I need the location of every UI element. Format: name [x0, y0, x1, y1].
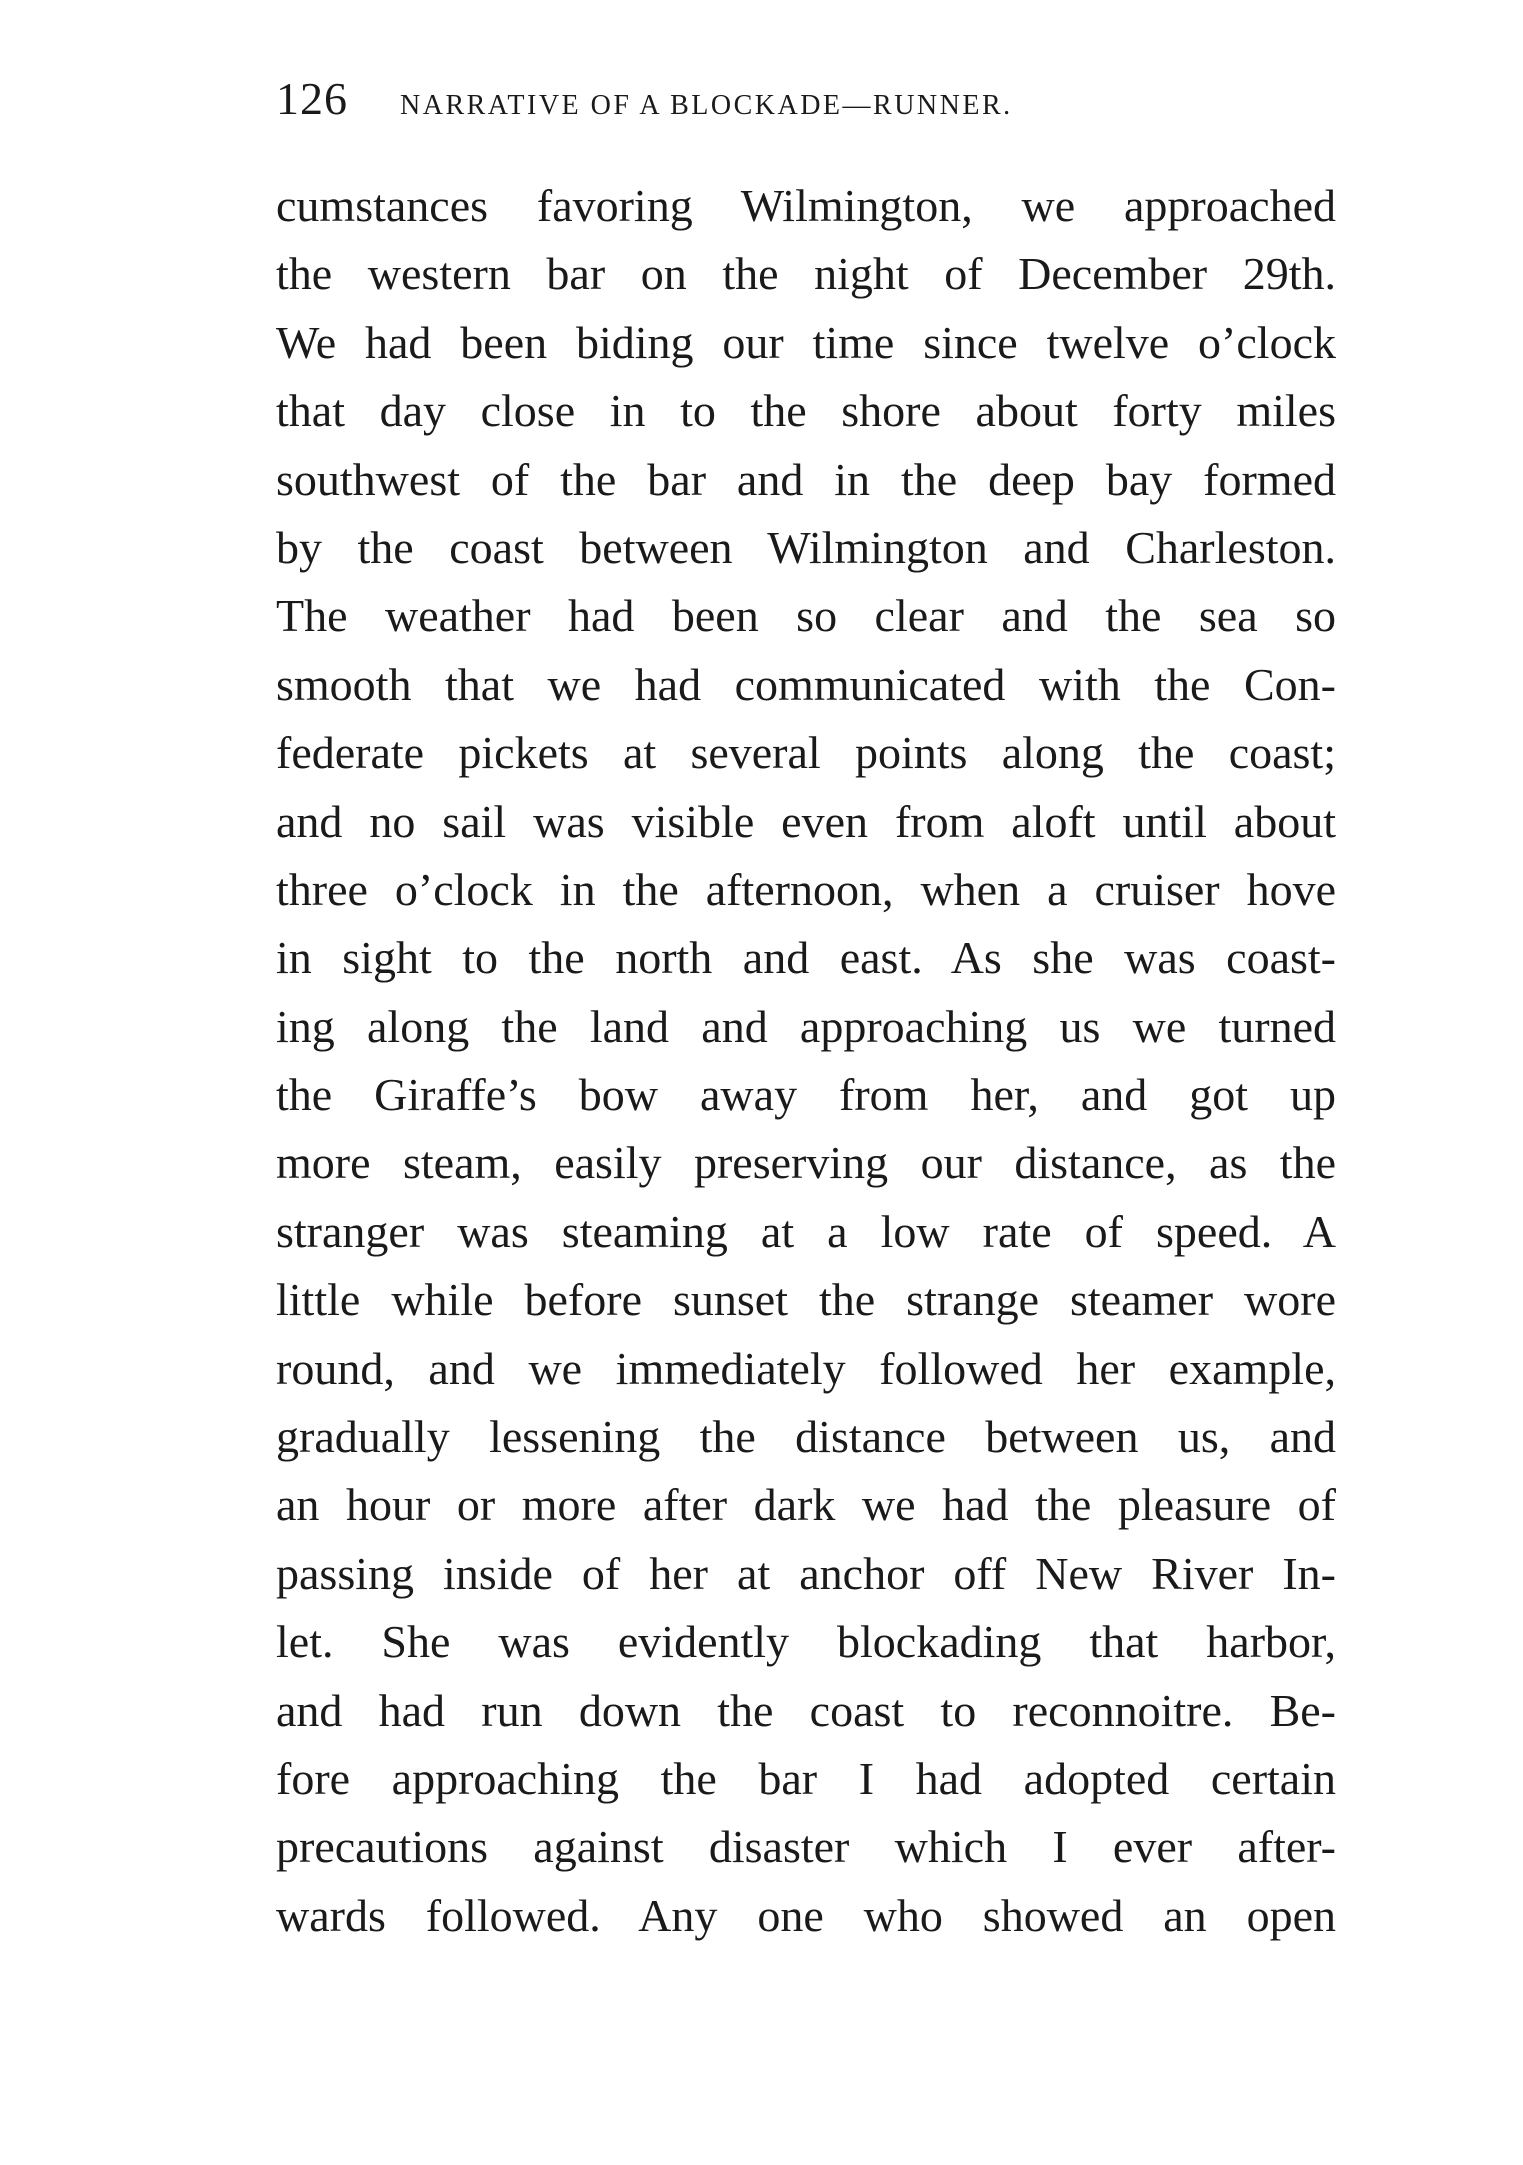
body-text	[276, 172, 1336, 1950]
text-line: The weather had been so clear and the sea so	[276, 590, 1336, 642]
text-line: an hour or more after dark we had the pleasure of	[276, 1479, 1336, 1531]
running-header	[276, 72, 1336, 132]
text-line: little while before sunset the strange steamer wore	[276, 1274, 1336, 1326]
page-number: 126	[276, 73, 348, 124]
text-line: by the coast between Wilmington and Charleston.	[276, 521, 1336, 573]
text-line: We had been biding our time since twelve o’clock	[276, 316, 1336, 368]
text-line: stranger was steaming at a low rate of speed. A	[276, 1205, 1336, 1257]
text-line: ing along the land and approaching us we turned	[276, 1000, 1336, 1052]
text-line: wards followed. Any one who showed an open	[276, 1889, 1336, 1941]
text-line: let. She was evidently blockading that harbor,	[276, 1616, 1336, 1668]
text-line: round, and we immediately followed her example,	[276, 1342, 1336, 1394]
text-line: smooth that we had communicated with the Con-	[276, 658, 1336, 710]
text-line: and no sail was visible even from aloft until about	[276, 795, 1336, 847]
text-line: cumstances favoring Wilmington, we approached	[276, 180, 1336, 231]
text-line: more steam, easily preserving our distance, as the	[276, 1137, 1336, 1189]
text-line: in sight to the north and east. As she was coast-	[276, 932, 1336, 984]
text-line: that day close in to the shore about forty miles	[276, 385, 1336, 437]
text-line: three o’clock in the afternoon, when a cruiser hove	[276, 863, 1336, 915]
text-line: fore approaching the bar I had adopted certain	[276, 1752, 1336, 1804]
text-line: and had run down the coast to reconnoitre. Be-	[276, 1684, 1336, 1736]
text-line: federate pickets at several points along the coast;	[276, 727, 1336, 779]
running-title: NARRATIVE OF A BLOCKADE—RUNNER.	[400, 90, 1013, 121]
text-line: the western bar on the night of December 29th.	[276, 248, 1336, 300]
text-line: the Giraffe’s bow away from her, and got up	[276, 1069, 1336, 1121]
text-line: passing inside of her at anchor off New River In-	[276, 1547, 1336, 1599]
text-line: gradually lessening the distance between us, and	[276, 1411, 1336, 1463]
text-line: precautions against disaster which I ever after-	[276, 1821, 1336, 1873]
text-line: southwest of the bar and in the deep bay formed	[276, 453, 1336, 505]
